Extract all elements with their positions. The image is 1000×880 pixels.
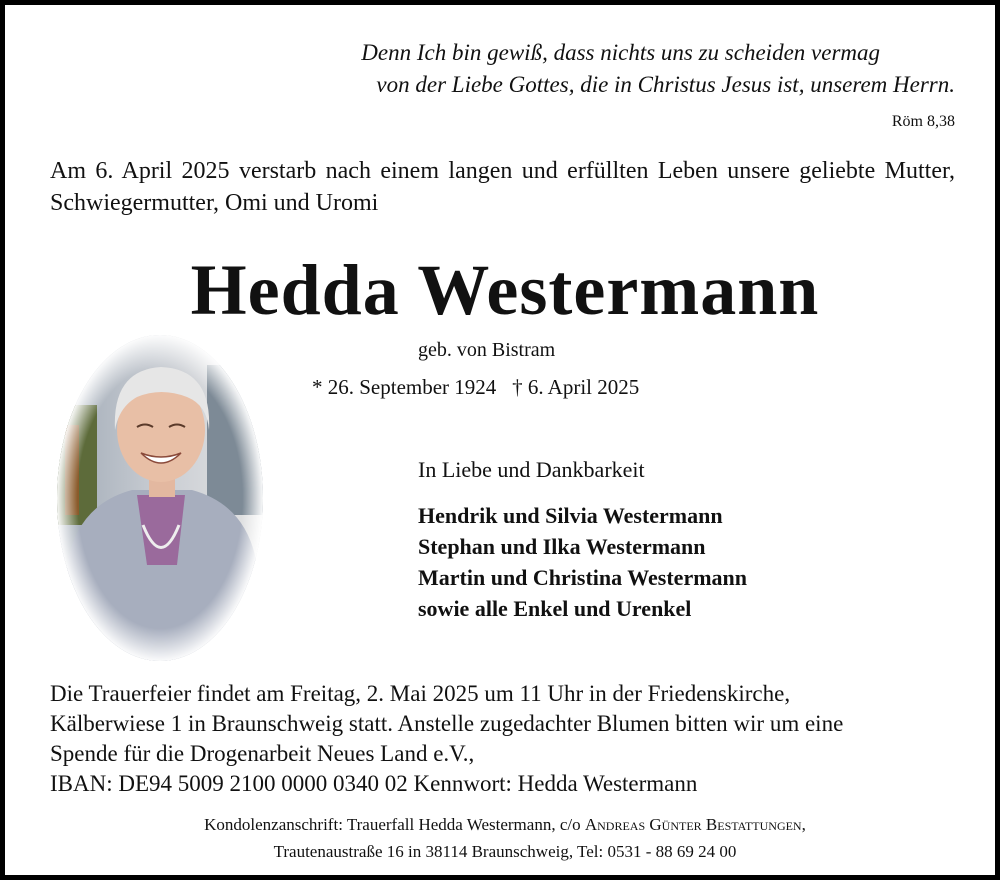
funeral-line-3: Spende für die Drogenarbeit Neues Land e.V.,	[50, 741, 475, 766]
bible-verse-line-1: Denn Ich bin gewiß, dass nichts uns zu scheiden vermag	[361, 40, 880, 65]
funeral-details	[50, 679, 955, 799]
funeral-line-1: Die Trauerfeier findet am Freitag, 2. Mai 2025 um 11 Uhr in der Friedenskirche,	[50, 681, 791, 706]
bible-verse-reference: Röm 8,38	[891, 113, 955, 130]
funeral-line-2: Kälberwiese 1 in Braunschweig statt. Anstelle zugedachter Blumen bitten wir um eine	[50, 711, 844, 736]
deceased-name: Hedda Westermann	[190, 250, 820, 330]
mourner-item: Hendrik und Silvia Westermann	[418, 503, 723, 528]
mourner-item: sowie alle Enkel und Urenkel	[418, 596, 692, 621]
maiden-name: geb. von Bistram	[418, 339, 556, 361]
condolence-street-address: Trautenaustraße 16 in 38114 Braunschweig, Tel: 0531 - 88 69 24 00	[273, 842, 737, 861]
bible-verse-line-2: von der Liebe Gottes, die in Christus Jesus ist, unserem Herrn.	[376, 72, 955, 97]
condolence-address	[5, 811, 1000, 865]
death-announcement: Am 6. April 2025 verstarb nach einem langen und erfüllten Leben unsere geliebte Mutter, Schwiegermutter, Omi und Uromi	[50, 158, 955, 216]
obituary-notice	[5, 5, 995, 875]
birth-date: * 26. September 1924	[312, 375, 497, 399]
mourners-list	[418, 500, 747, 624]
life-dates	[312, 375, 639, 400]
mourner-item: Stephan und Ilka Westermann	[418, 534, 706, 559]
bank-details: IBAN: DE94 5009 2100 0000 0340 02 Kennwort: Hedda Westermann	[50, 771, 698, 796]
condolence-line-1	[5, 811, 1000, 838]
mourner-item: Martin und Christina Westermann	[418, 565, 748, 590]
portrait-photo	[57, 335, 263, 661]
death-date: † 6. April 2025	[512, 375, 640, 399]
condolence-suffix: ,	[801, 815, 806, 834]
gratitude-line: In Liebe und Dankbarkeit	[418, 457, 645, 482]
condolence-prefix: Kondolenzanschrift: Trauerfall Hedda Westermann, c/o	[204, 815, 585, 834]
funeral-home-name: Andreas Günter Bestattungen	[584, 815, 802, 834]
